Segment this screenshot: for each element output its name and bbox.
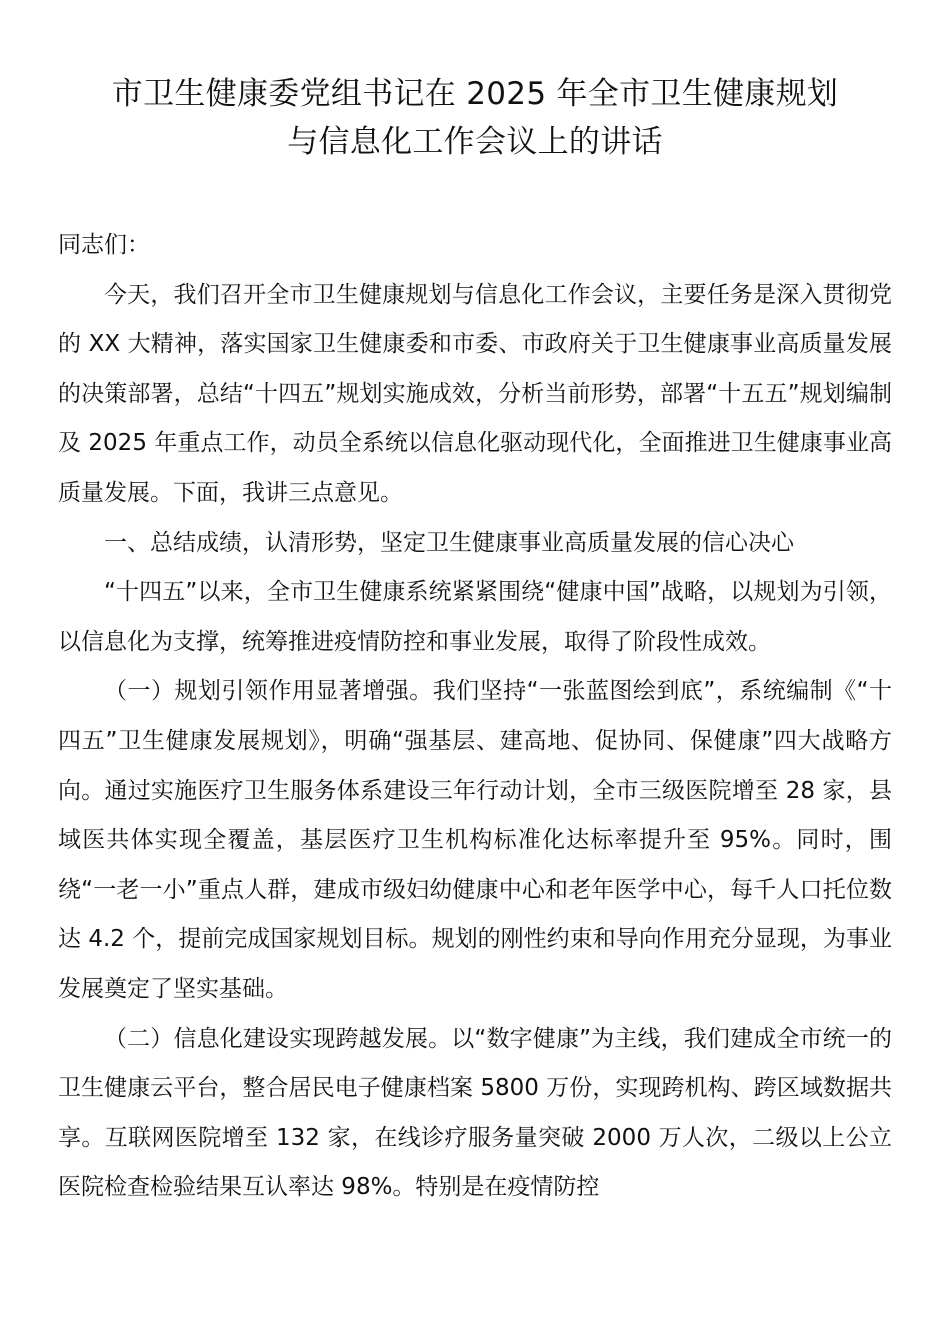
paragraph-planning: （一）规划引领作用显著增强。我们坚持“一张蓝图绘到底”，系统编制《“十四五”卫生健康发展规划》，明确“强基层、建高地、促协同、保健康”四大战略方向。通过实施医疗卫生服务体系建设三年行动计划，全市三级医院增至 28 家，县域医共体实现全覆盖，基层医疗卫生机构标准化达标率提升至 95%。同时，围绕“一老一小”重点人群，建成市级妇幼健康中心和老年医学中心，每千人口托位数达 4.2 个，提前完成国家规划目标。规划的刚性约束和导向作用充分显现，为事业发展奠定了坚实基础。 [58,678,892,1002]
title-line-1: 市卫生健康委党组书记在 2025 年全市卫生健康规划 [111,76,839,112]
paragraph-informatization: （二）信息化建设实现跨越发展。以“数字健康”为主线，我们建成全市统一的卫生健康云平台，整合居民电子健康档案 5800 万份，实现跨机构、跨区域数据共享。互联网医院增至 132 家，在线诊疗服务量突破 2000 万人次，二级以上公立医院检查检验结果互认率达 98%。特别是在疫情防控 [58,1025,892,1201]
paragraph-section-1-intro: “十四五”以来，全市卫生健康系统紧紧围绕“健康中国”战略，以规划为引领，以信息化为支撑，统筹推进疫情防控和事业发展，取得了阶段性成效。 [58,579,892,655]
document-body [58,221,892,1213]
paragraph-intro: 今天，我们召开全市卫生健康规划与信息化工作会议，主要任务是深入贯彻党的 XX 大精神，落实国家卫生健康委和市委、市政府关于卫生健康事业高质量发展的决策部署，总结“十四五”规划实施成效，分析当前形势，部署“十五五”规划编制及 2025 年重点工作，动员全系统以信息化驱动现代化，全面推进卫生健康事业高质量发展。下面，我讲三点意见。 [58,281,892,506]
title-line-2: 与信息化工作会议上的讲话 [287,124,663,160]
document-title [58,70,892,166]
section-heading-1: 一、总结成绩，认清形势，坚定卫生健康事业高质量发展的信心决心 [104,529,794,556]
salutation: 同志们： [58,232,150,258]
